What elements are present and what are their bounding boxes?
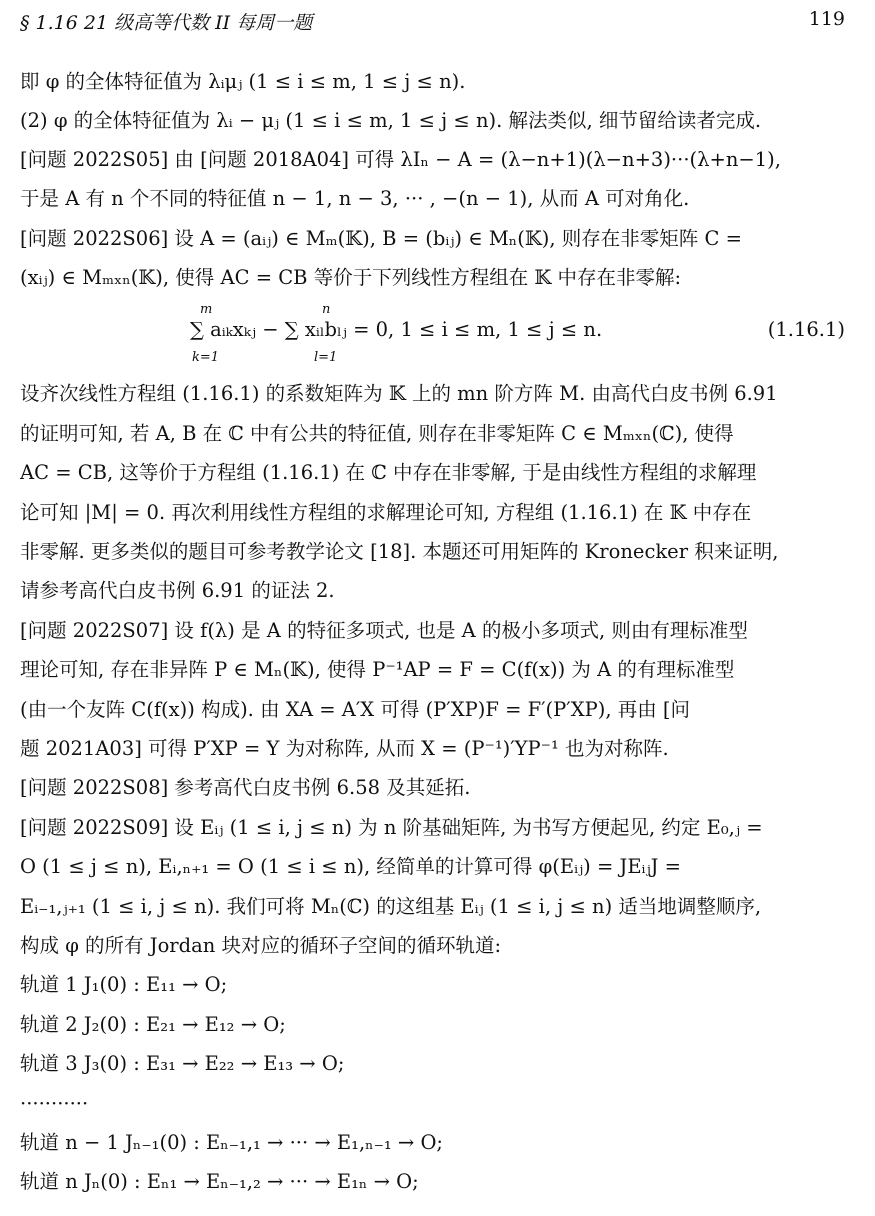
problem-2022s06-line: [问题 2022S06] 设 A = (aᵢⱼ) ∈ Mₘ(𝕂), B = (bᵢⱼ) ∈ Mₙ(𝕂), 则存在非零矩阵 C = xyxy=(20,227,742,250)
text-line: 设齐次线性方程组 (1.16.1) 的系数矩阵为 𝕂 上的 mn 阶方阵 M. 由高代白皮书例 6.91 xyxy=(20,382,778,405)
text-line: AC = CB, 这等价于方程组 (1.16.1) 在 ℂ 中存在非零解, 于是由线性方程组的求解理 xyxy=(20,461,757,484)
orbit-n: 轨道 n Jₙ(0) : Eₙ₁ → Eₙ₋₁,₂ → ··· → E₁ₙ → O; xyxy=(20,1170,419,1193)
text-line: 构成 φ 的所有 Jordan 块对应的循环子空间的循环轨道: xyxy=(20,934,502,957)
ellipsis-line: ··········· xyxy=(20,1092,89,1115)
text-line: (由一个友阵 C(f(x)) 构成). 由 XA = A′X 可得 (P′XP)F = F′(P′XP), 再由 [问 xyxy=(20,698,691,721)
sum-lower-limit: l=1 xyxy=(314,350,338,365)
text-line: 非零解. 更多类似的题目可参考教学论文 [18]. 本题还可用矩阵的 Kronecker 积来证明, xyxy=(20,540,779,563)
orbit-2: 轨道 2 J₂(0) : E₂₁ → E₁₂ → O; xyxy=(20,1013,286,1036)
text-line: 的证明可知, 若 A, B 在 ℂ 中有公共的特征值, 则存在非零矩阵 C ∈ Mₘₓₙ(ℂ), 使得 xyxy=(20,422,734,445)
sum-upper-limit: n xyxy=(322,302,331,317)
problem-2022s07-line: [问题 2022S07] 设 f(λ) 是 A 的特征多项式, 也是 A 的极小多项式, 则由有理标准型 xyxy=(20,619,748,642)
text-line: 于是 A 有 n 个不同的特征值 n − 1, n − 3, ··· , −(n − 1), 从而 A 可对角化. xyxy=(20,187,690,210)
problem-2022s08-line: [问题 2022S08] 参考高代白皮书例 6.58 及其延拓. xyxy=(20,776,471,799)
sum-lower-limit: k=1 xyxy=(192,350,220,365)
orbit-n-minus-1: 轨道 n − 1 Jₙ₋₁(0) : Eₙ₋₁,₁ → ··· → E₁,ₙ₋₁ → O; xyxy=(20,1131,444,1154)
text-line: 理论可知, 存在非异阵 P ∈ Mₙ(𝕂), 使得 P⁻¹AP = F = C(f(x)) 为 A 的有理标准型 xyxy=(20,658,735,681)
equation-number: (1.16.1) xyxy=(767,318,845,341)
sum-upper-limit: m xyxy=(200,302,213,317)
text-line: O (1 ≤ j ≤ n), Eᵢ,ₙ₊₁ = O (1 ≤ i ≤ n), 经简单的计算可得 φ(Eᵢⱼ) = JEᵢⱼJ = xyxy=(20,855,681,878)
page-number: 119 xyxy=(808,8,845,30)
section-title: § 1.16 21 级高等代数 II 每周一题 xyxy=(20,12,313,34)
text-line: (2) φ 的全体特征值为 λᵢ − μⱼ (1 ≤ i ≤ m, 1 ≤ j ≤ n). 解法类似, 细节留给读者完成. xyxy=(20,109,762,132)
text-line: 论可知 |M| = 0. 再次利用线性方程组的求解理论可知, 方程组 (1.16.1) 在 𝕂 中存在 xyxy=(20,501,752,524)
text-line: Eᵢ₋₁,ⱼ₊₁ (1 ≤ i, j ≤ n). 我们可将 Mₙ(ℂ) 的这组基 Eᵢⱼ (1 ≤ i, j ≤ n) 适当地调整顺序, xyxy=(20,895,762,918)
equation-body: ∑ aᵢₖxₖⱼ − ∑ xᵢₗbₗⱼ = 0, 1 ≤ i ≤ m, 1 ≤ j ≤ n. xyxy=(190,318,603,341)
text-line: 题 2021A03] 可得 P′XP = Y 为对称阵, 从而 X = (P⁻¹)′YP⁻¹ 也为对称阵. xyxy=(20,737,669,760)
orbit-3: 轨道 3 J₃(0) : E₃₁ → E₂₂ → E₁₃ → O; xyxy=(20,1052,345,1075)
text-line: 即 φ 的全体特征值为 λᵢμⱼ (1 ≤ i ≤ m, 1 ≤ j ≤ n). xyxy=(20,70,466,93)
text-line: (xᵢⱼ) ∈ Mₘₓₙ(𝕂), 使得 AC = CB 等价于下列线性方程组在 𝕂 中存在非零解: xyxy=(20,266,682,289)
page-header xyxy=(20,8,845,38)
equation-1-16-1 xyxy=(190,300,845,370)
orbit-1: 轨道 1 J₁(0) : E₁₁ → O; xyxy=(20,973,228,996)
problem-2022s05-line: [问题 2022S05] 由 [问题 2018A04] 可得 λIₙ − A = (λ−n+1)(λ−n+3)···(λ+n−1), xyxy=(20,148,781,171)
text-line: 请参考高代白皮书例 6.91 的证法 2. xyxy=(20,579,335,602)
problem-2022s09-line: [问题 2022S09] 设 Eᵢⱼ (1 ≤ i, j ≤ n) 为 n 阶基础矩阵, 为书写方便起见, 约定 E₀,ⱼ = xyxy=(20,816,763,839)
